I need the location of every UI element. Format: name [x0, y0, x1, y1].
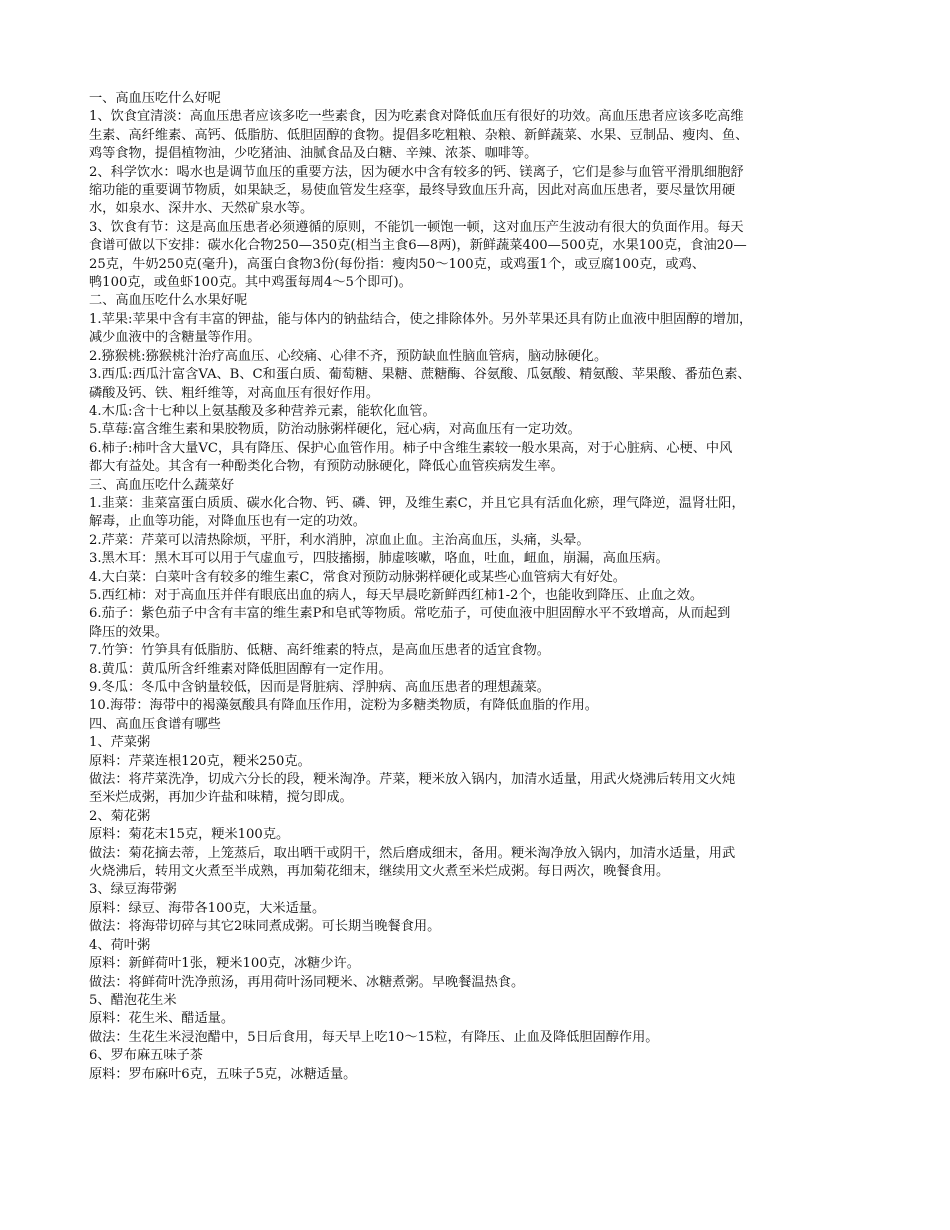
text-line: 鸭100克，或鱼虾100克。其中鸡蛋每周4～5个即可)。 [89, 275, 412, 291]
text-line: 至米烂成粥，再加少许盐和味精，搅匀即成。 [89, 790, 353, 806]
text-line: 6、罗布麻五味子茶 [89, 1048, 203, 1064]
text-line: 4.木瓜:含十七种以上氨基酸及多种营养元素，能软化血管。 [89, 403, 436, 419]
text-line: 4、荷叶粥 [89, 937, 151, 953]
text-line: 3.西瓜:西瓜汁富含VA、B、C和蛋白质、葡萄糖、果糖、蔗糖酶、谷氨酸、瓜氨酸、精氨酸、苹果酸、番茄色素、 [89, 367, 751, 383]
text-line: 都大有益处。其含有一种酚类化合物，有预防动脉硬化，降低心血管疾病发生率。 [89, 459, 564, 475]
text-line: 1、芹菜粥 [89, 735, 151, 751]
text-line: 1、饮食宜清淡：高血压患者应该多吃一些素食，因为吃素食对降低血压有很好的功效。高血压患者应该多吃高维 [89, 109, 744, 125]
text-line: 水，如泉水、深井水、天然矿泉水等。 [89, 201, 314, 217]
text-line: 做法：将鲜荷叶洗净煎汤，再用荷叶汤同粳米、冰糖煮粥。早晚餐温热食。 [89, 974, 525, 990]
document-page [89, 90, 871, 1084]
text-line: 1.苹果:苹果中含有丰富的钾盐，能与体内的钠盐结合，使之排除体外。另外苹果还具有防止血液中胆固醇的增加， [89, 311, 753, 327]
text-line: 2.芹菜：芹菜可以清热除烦，平肝，利水消肿，凉血止血。主治高血压，头痛，头晕。 [89, 532, 590, 548]
text-line: 25克，牛奶250克(毫升)，高蛋白食物3份(每份指：瘦肉50～100克，或鸡蛋1个，或豆腐100克，或鸡、 [89, 256, 706, 272]
text-line: 5.西红柿：对于高血压并伴有眼底出血的病人，每天早晨吃新鲜西红柿1-2个，也能收到降压、止血之效。 [89, 587, 704, 603]
text-line: 2、菊花粥 [89, 808, 151, 824]
text-line: 2、科学饮水：喝水也是调节血压的重要方法，因为硬水中含有较多的钙、镁离子，它们是参与血管平滑肌细胞舒 [89, 164, 744, 180]
text-line: 做法：将芹菜洗净，切成六分长的段，粳米淘净。芹菜，粳米放入锅内，加清水适量，用武火烧沸后转用文火炖 [89, 772, 736, 788]
text-line: 生素、高纤维素、高钙、低脂肪、低胆固醇的食物。提倡多吃粗粮、杂粮、新鲜蔬菜、水果、豆制品、瘦肉、鱼、 [89, 127, 749, 143]
text-line: 5、醋泡花生米 [89, 992, 177, 1008]
text-line: 解毒，止血等功能，对降血压也有一定的功效。 [89, 514, 366, 530]
text-line: 3.黑木耳：黑木耳可以用于气虚血亏，四肢搐搦，肺虚咳嗽，咯血，吐血，衄血，崩漏，高血压病。 [89, 551, 669, 567]
text-line: 原料：绿豆、海带各100克，大米适量。 [89, 900, 326, 916]
text-line: 原料：菊花末15克，粳米100克。 [89, 827, 290, 843]
text-line: 火烧沸后，转用文火煮至半成熟，再加菊花细末，继续用文火煮至米烂成粥。每日两次，晚餐食用。 [89, 864, 670, 880]
text-line: 降压的效果。 [89, 624, 169, 640]
text-line: 原料：新鲜荷叶1张，粳米100克，冰糖少许。 [89, 956, 360, 972]
text-line: 做法：菊花摘去蒂，上笼蒸后，取出晒干或阴干，然后磨成细末，备用。粳米淘净放入锅内，加清水适量，用武 [89, 845, 736, 861]
text-line: 10.海带：海带中的褐藻氨酸具有降血压作用，淀粉为多糖类物质，有降低血脂的作用。 [89, 698, 598, 714]
text-line: 二、高血压吃什么水果好呢 [89, 293, 248, 309]
text-line: 5.草莓:富含维生素和果胶物质，防治动脉粥样硬化，冠心病，对高血压有一定功效。 [89, 422, 581, 438]
text-line: 8.黄瓜：黄瓜所含纤维素对降低胆固醇有一定作用。 [89, 661, 392, 677]
text-line: 磷酸及钙、铁、粗纤维等，对高血压有很好作用。 [89, 385, 380, 401]
text-line: 原料：罗布麻叶6克，五味子5克，冰糖适量。 [89, 1066, 357, 1082]
text-line: 一、高血压吃什么好呢 [89, 91, 221, 106]
text-line: 6.茄子：紫色茄子中含有丰富的维生素P和皂甙等物质。常吃茄子，可使血液中胆固醇水平不致增高，从而起到 [89, 606, 731, 622]
text-line: 3、绿豆海带粥 [89, 882, 177, 898]
text-line: 做法：将海带切碎与其它2味同煮成粥。可长期当晚餐食用。 [89, 919, 441, 935]
text-line: 4.大白菜：白菜叶含有较多的维生素C，常食对预防动脉粥样硬化或某些心血管病大有好处。 [89, 569, 626, 585]
text-line: 食谱可做以下安排：碳水化合物250—350克(相当主食6—8两)，新鲜蔬菜400—500克，水果100克，食油20— [89, 238, 747, 254]
text-line: 2.猕猴桃:猕猴桃汁治疗高血压、心绞痛、心律不齐，预防缺血性脑血管病，脑动脉硬化。 [89, 348, 608, 364]
text-line: 7.竹笋：竹笋具有低脂肪、低糖、高纤维素的特点，是高血压患者的适宜食物。 [89, 643, 550, 659]
text-line: 缩功能的重要调节物质，如果缺乏，易使血管发生痉挛，最终导致血压升高，因此对高血压患者，要尽量饮用硬 [89, 183, 736, 199]
text-line: 做法：生花生米浸泡醋中，5日后食用，每天早上吃10～15粒，有降压、止血及降低胆固醇作用。 [89, 1029, 659, 1045]
text-line: 6.柿子:柿叶含大量VC，具有降压、保护心血管作用。柿子中含维生素较一般水果高，对于心脏病、心梗、中风 [89, 440, 733, 456]
text-line: 9.冬瓜：冬瓜中含钠量较低，因而是肾脏病、浮肿病、高血压患者的理想蔬菜。 [89, 680, 550, 695]
text-line: 3、饮食有节：这是高血压患者必须遵循的原则，不能饥一顿饱一顿，这对血压产生波动有很大的负面作用。每天 [89, 219, 744, 235]
text-line: 原料：芹菜连根120克，粳米250克。 [89, 753, 311, 769]
text-line: 1.韭菜：韭菜富蛋白质质、碳水化合物、钙、磷、钾，及维生素C，并且它具有活血化瘀，理气降逆，温肾壮阳， [89, 495, 745, 511]
text-line: 减少血液中的含糖量等作用。 [89, 330, 261, 346]
text-line: 鸡等食物，提倡植物油，少吃猪油、油腻食品及白糖、辛辣、浓茶、咖啡等。 [89, 146, 538, 162]
text-line: 原料：花生米、醋适量。 [89, 1011, 235, 1027]
text-line: 四、高血压食谱有哪些 [89, 716, 221, 732]
text-line: 三、高血压吃什么蔬菜好 [89, 477, 235, 493]
